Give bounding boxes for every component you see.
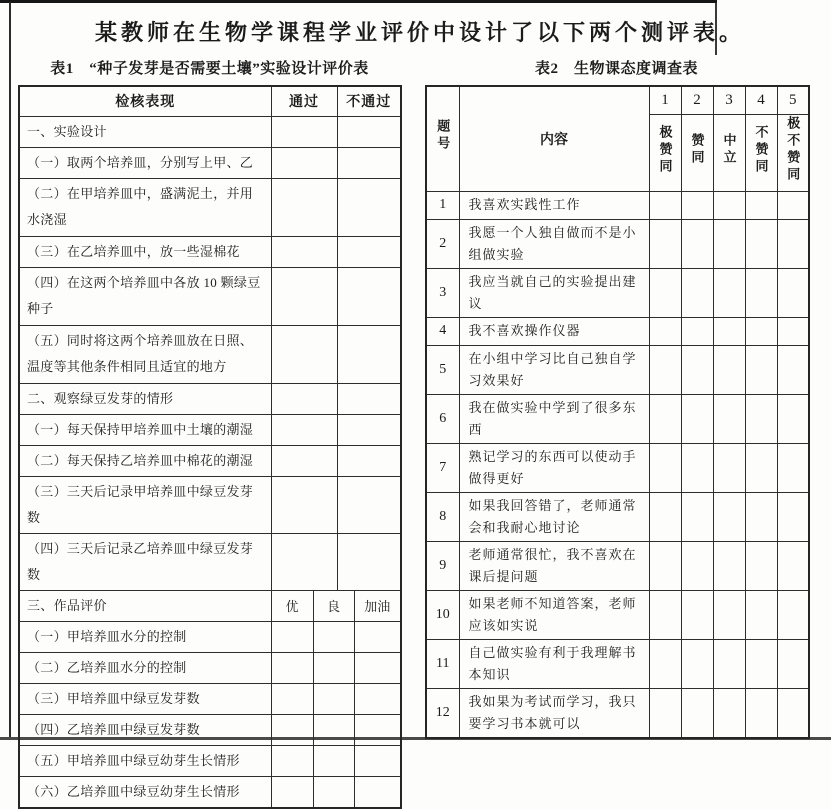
rating-cell bbox=[777, 345, 809, 394]
question-number: 4 bbox=[426, 317, 459, 345]
table-row bbox=[19, 533, 401, 590]
pass-cell bbox=[271, 178, 337, 236]
survey-row bbox=[426, 639, 809, 688]
question-text: 如果老师不知道答案，老师应该如实说 bbox=[459, 590, 649, 639]
rating-cell bbox=[681, 268, 713, 317]
t1-section3-label: 三、作品评价 bbox=[19, 590, 271, 621]
fail-cell bbox=[337, 476, 401, 533]
fail-cell bbox=[337, 414, 401, 445]
rating-cell bbox=[745, 345, 777, 394]
scale-label-cell bbox=[713, 114, 745, 191]
t1-row-label: （三）三天后记录甲培养皿中绿豆发芽数 bbox=[19, 476, 271, 533]
table2-caption: 表2 生物课态度调查表 bbox=[534, 61, 698, 77]
table-row bbox=[19, 476, 401, 533]
rating-cell bbox=[713, 268, 745, 317]
rating-cell bbox=[681, 541, 713, 590]
rating-cell bbox=[745, 317, 777, 345]
question-number: 1 bbox=[426, 191, 459, 219]
question-number: 3 bbox=[426, 268, 459, 317]
rating-cell bbox=[681, 590, 713, 639]
table-row bbox=[19, 116, 401, 147]
question-number: 8 bbox=[426, 492, 459, 541]
t1-row-label: （五）甲培养皿中绿豆幼芽生长情形 bbox=[19, 745, 271, 776]
rating-cell bbox=[777, 590, 809, 639]
survey-row bbox=[426, 268, 809, 317]
scale-number: 3 bbox=[713, 86, 745, 114]
pass-cell bbox=[271, 116, 337, 147]
t1-header-performance: 检核表现 bbox=[19, 86, 271, 116]
rating-cell bbox=[777, 191, 809, 219]
rating-cell bbox=[649, 191, 681, 219]
t1-row-label: （四）在这两个培养皿中各放 10 颗绿豆种子 bbox=[19, 267, 271, 325]
table-row bbox=[19, 621, 401, 652]
t2-header-qnum-label: 题号 bbox=[435, 119, 451, 154]
pass-cell bbox=[271, 236, 337, 267]
rating-cell bbox=[745, 268, 777, 317]
grade-cell bbox=[313, 776, 354, 808]
scale-number: 2 bbox=[681, 86, 713, 114]
grade-cell bbox=[354, 621, 401, 652]
grade-cell bbox=[271, 683, 313, 714]
survey-row bbox=[426, 219, 809, 268]
rating-cell bbox=[745, 219, 777, 268]
grade-cell bbox=[313, 683, 354, 714]
page-border-top bbox=[0, 0, 717, 3]
pass-cell bbox=[271, 445, 337, 476]
rating-cell bbox=[777, 639, 809, 688]
grade-cell bbox=[313, 745, 354, 776]
rating-cell bbox=[745, 443, 777, 492]
grade-cell bbox=[313, 621, 354, 652]
t1-row-label: （二）每天保持乙培养皿中棉花的潮湿 bbox=[19, 445, 271, 476]
t1-row-label: （二）乙培养皿水分的控制 bbox=[19, 652, 271, 683]
scale-label: 不赞同 bbox=[753, 124, 769, 176]
pass-cell bbox=[271, 325, 337, 383]
rating-cell bbox=[649, 492, 681, 541]
t2-header-row-numbers bbox=[426, 86, 809, 114]
fail-cell bbox=[337, 147, 401, 178]
rating-cell bbox=[713, 219, 745, 268]
rating-cell bbox=[681, 394, 713, 443]
experiment-evaluation-table bbox=[18, 85, 402, 809]
t1-row-label: 二、观察绿豆发芽的情形 bbox=[19, 383, 271, 414]
rating-cell bbox=[649, 541, 681, 590]
t1-header-fail: 不通过 bbox=[337, 86, 401, 116]
question-text: 如果我回答错了，老师通常会和我耐心地讨论 bbox=[459, 492, 649, 541]
grade-cell bbox=[271, 621, 313, 652]
table-row bbox=[19, 714, 401, 745]
t1-row-label: （一）取两个培养皿，分别写上甲、乙 bbox=[19, 147, 271, 178]
t1-row-label: （三）在乙培养皿中，放一些湿棉花 bbox=[19, 236, 271, 267]
t1-header-pass: 通过 bbox=[271, 86, 337, 116]
rating-cell bbox=[745, 590, 777, 639]
table-row bbox=[19, 745, 401, 776]
pass-cell bbox=[271, 414, 337, 445]
survey-row bbox=[426, 492, 809, 541]
rating-cell bbox=[777, 317, 809, 345]
rating-cell bbox=[649, 317, 681, 345]
t1-row-label: （四）乙培养皿中绿豆发芽数 bbox=[19, 714, 271, 745]
fail-cell bbox=[337, 325, 401, 383]
scale-label: 极赞同 bbox=[657, 124, 673, 176]
grade-cell bbox=[271, 714, 313, 745]
intro-text: 某教师在生物学课程学业评价中设计了以下两个测评表。 bbox=[95, 20, 746, 45]
grade-cell bbox=[354, 745, 401, 776]
fail-cell bbox=[337, 383, 401, 414]
question-number: 7 bbox=[426, 443, 459, 492]
t2-header-content: 内容 bbox=[459, 86, 649, 191]
rating-cell bbox=[745, 394, 777, 443]
rating-cell bbox=[713, 541, 745, 590]
rating-cell bbox=[713, 492, 745, 541]
question-number: 2 bbox=[426, 219, 459, 268]
grade-cell bbox=[271, 652, 313, 683]
pass-cell bbox=[271, 267, 337, 325]
survey-row bbox=[426, 317, 809, 345]
rating-cell bbox=[649, 345, 681, 394]
rating-cell bbox=[713, 688, 745, 738]
question-number: 12 bbox=[426, 688, 459, 738]
rating-cell bbox=[745, 541, 777, 590]
grade-cell bbox=[313, 652, 354, 683]
rating-cell bbox=[649, 219, 681, 268]
pass-cell bbox=[271, 147, 337, 178]
fail-cell bbox=[337, 533, 401, 590]
rating-cell bbox=[681, 639, 713, 688]
scale-number: 1 bbox=[649, 86, 681, 114]
question-text: 熟记学习的东西可以使动手做得更好 bbox=[459, 443, 649, 492]
t1-row-label: （二）在甲培养皿中，盛满泥土，并用水浇湿 bbox=[19, 178, 271, 236]
table-row bbox=[19, 267, 401, 325]
table-row bbox=[19, 776, 401, 808]
t1-row-label: （四）三天后记录乙培养皿中绿豆发芽数 bbox=[19, 533, 271, 590]
rating-cell bbox=[681, 443, 713, 492]
rating-cell bbox=[681, 219, 713, 268]
rating-cell bbox=[777, 219, 809, 268]
rating-cell bbox=[713, 443, 745, 492]
grade-cell bbox=[354, 714, 401, 745]
scale-number: 4 bbox=[745, 86, 777, 114]
fail-cell bbox=[337, 236, 401, 267]
question-text: 我应当就自己的实验提出建议 bbox=[459, 268, 649, 317]
rating-cell bbox=[649, 394, 681, 443]
rating-cell bbox=[777, 492, 809, 541]
question-number: 10 bbox=[426, 590, 459, 639]
table-row bbox=[19, 236, 401, 267]
pass-cell bbox=[271, 476, 337, 533]
fail-cell bbox=[337, 445, 401, 476]
survey-row bbox=[426, 541, 809, 590]
rating-cell bbox=[681, 688, 713, 738]
table-row bbox=[19, 383, 401, 414]
scale-label: 极不赞同 bbox=[785, 116, 801, 184]
rating-cell bbox=[777, 394, 809, 443]
rating-cell bbox=[649, 639, 681, 688]
grade-cell bbox=[354, 652, 401, 683]
rating-cell bbox=[681, 317, 713, 345]
question-text: 我愿一个人独自做而不是小组做实验 bbox=[459, 219, 649, 268]
table-row bbox=[19, 683, 401, 714]
question-number: 6 bbox=[426, 394, 459, 443]
t2-header-qnum bbox=[426, 86, 459, 191]
rating-cell bbox=[713, 639, 745, 688]
table-row bbox=[19, 325, 401, 383]
rating-cell bbox=[713, 345, 745, 394]
table-row bbox=[19, 414, 401, 445]
scale-number: 5 bbox=[777, 86, 809, 114]
rating-cell bbox=[745, 639, 777, 688]
question-text: 我不喜欢操作仪器 bbox=[459, 317, 649, 345]
scale-label-cell bbox=[681, 114, 713, 191]
scale-label-cell bbox=[777, 114, 809, 191]
rating-cell bbox=[649, 688, 681, 738]
question-number: 9 bbox=[426, 541, 459, 590]
survey-row bbox=[426, 345, 809, 394]
question-text: 自己做实验有利于我理解书本知识 bbox=[459, 639, 649, 688]
table-row bbox=[19, 178, 401, 236]
scale-label: 中立 bbox=[721, 133, 737, 167]
fail-cell bbox=[337, 116, 401, 147]
rating-cell bbox=[777, 541, 809, 590]
rating-cell bbox=[681, 492, 713, 541]
question-text: 老师通常很忙，我不喜欢在课后提问题 bbox=[459, 541, 649, 590]
question-text: 我在做实验中学到了很多东西 bbox=[459, 394, 649, 443]
rating-cell bbox=[777, 268, 809, 317]
rating-cell bbox=[713, 317, 745, 345]
rating-cell bbox=[649, 590, 681, 639]
t1-row-label: （三）甲培养皿中绿豆发芽数 bbox=[19, 683, 271, 714]
question-number: 11 bbox=[426, 639, 459, 688]
rating-cell bbox=[745, 191, 777, 219]
question-number: 5 bbox=[426, 345, 459, 394]
fail-cell bbox=[337, 267, 401, 325]
attitude-survey-table bbox=[425, 85, 810, 739]
rating-cell bbox=[649, 268, 681, 317]
question-text: 在小组中学习比自己独自学习效果好 bbox=[459, 345, 649, 394]
grade-good-label: 良 bbox=[313, 590, 354, 621]
rating-cell bbox=[777, 688, 809, 738]
table-row bbox=[19, 445, 401, 476]
rating-cell bbox=[745, 688, 777, 738]
table-row bbox=[19, 652, 401, 683]
grade-cell bbox=[271, 745, 313, 776]
question-text: 我喜欢实践性工作 bbox=[459, 191, 649, 219]
table-row bbox=[19, 147, 401, 178]
t1-row-label: （五）同时将这两个培养皿放在日照、温度等其他条件相同且适宜的地方 bbox=[19, 325, 271, 383]
pass-cell bbox=[271, 383, 337, 414]
survey-row bbox=[426, 590, 809, 639]
pass-cell bbox=[271, 533, 337, 590]
t1-row-label: （一）每天保持甲培养皿中土壤的潮湿 bbox=[19, 414, 271, 445]
t1-section3-row bbox=[19, 590, 401, 621]
survey-row bbox=[426, 688, 809, 738]
rating-cell bbox=[649, 443, 681, 492]
t1-header-row bbox=[19, 86, 401, 116]
grade-cell bbox=[354, 776, 401, 808]
t1-row-label: 一、实验设计 bbox=[19, 116, 271, 147]
rating-cell bbox=[777, 443, 809, 492]
rating-cell bbox=[713, 590, 745, 639]
rating-cell bbox=[745, 492, 777, 541]
grade-cell bbox=[354, 683, 401, 714]
rating-cell bbox=[681, 191, 713, 219]
t1-row-label: （一）甲培养皿水分的控制 bbox=[19, 621, 271, 652]
page-border-left bbox=[9, 2, 11, 738]
survey-row bbox=[426, 191, 809, 219]
scale-label-cell bbox=[745, 114, 777, 191]
grade-keep-trying-label: 加油 bbox=[354, 590, 401, 621]
rating-cell bbox=[713, 394, 745, 443]
survey-row bbox=[426, 394, 809, 443]
grade-cell bbox=[313, 714, 354, 745]
question-text: 我如果为考试而学习，我只要学习书本就可以 bbox=[459, 688, 649, 738]
fail-cell bbox=[337, 178, 401, 236]
rating-cell bbox=[713, 191, 745, 219]
rating-cell bbox=[681, 345, 713, 394]
scale-label-cell bbox=[649, 114, 681, 191]
scale-label: 赞同 bbox=[689, 133, 705, 167]
table1-caption: 表1 “种子发芽是否需要土壤”实验设计评价表 bbox=[50, 61, 369, 77]
grade-excellent-label: 优 bbox=[271, 590, 313, 621]
t1-row-label: （六）乙培养皿中绿豆幼芽生长情形 bbox=[19, 776, 271, 808]
survey-row bbox=[426, 443, 809, 492]
grade-cell bbox=[271, 776, 313, 808]
